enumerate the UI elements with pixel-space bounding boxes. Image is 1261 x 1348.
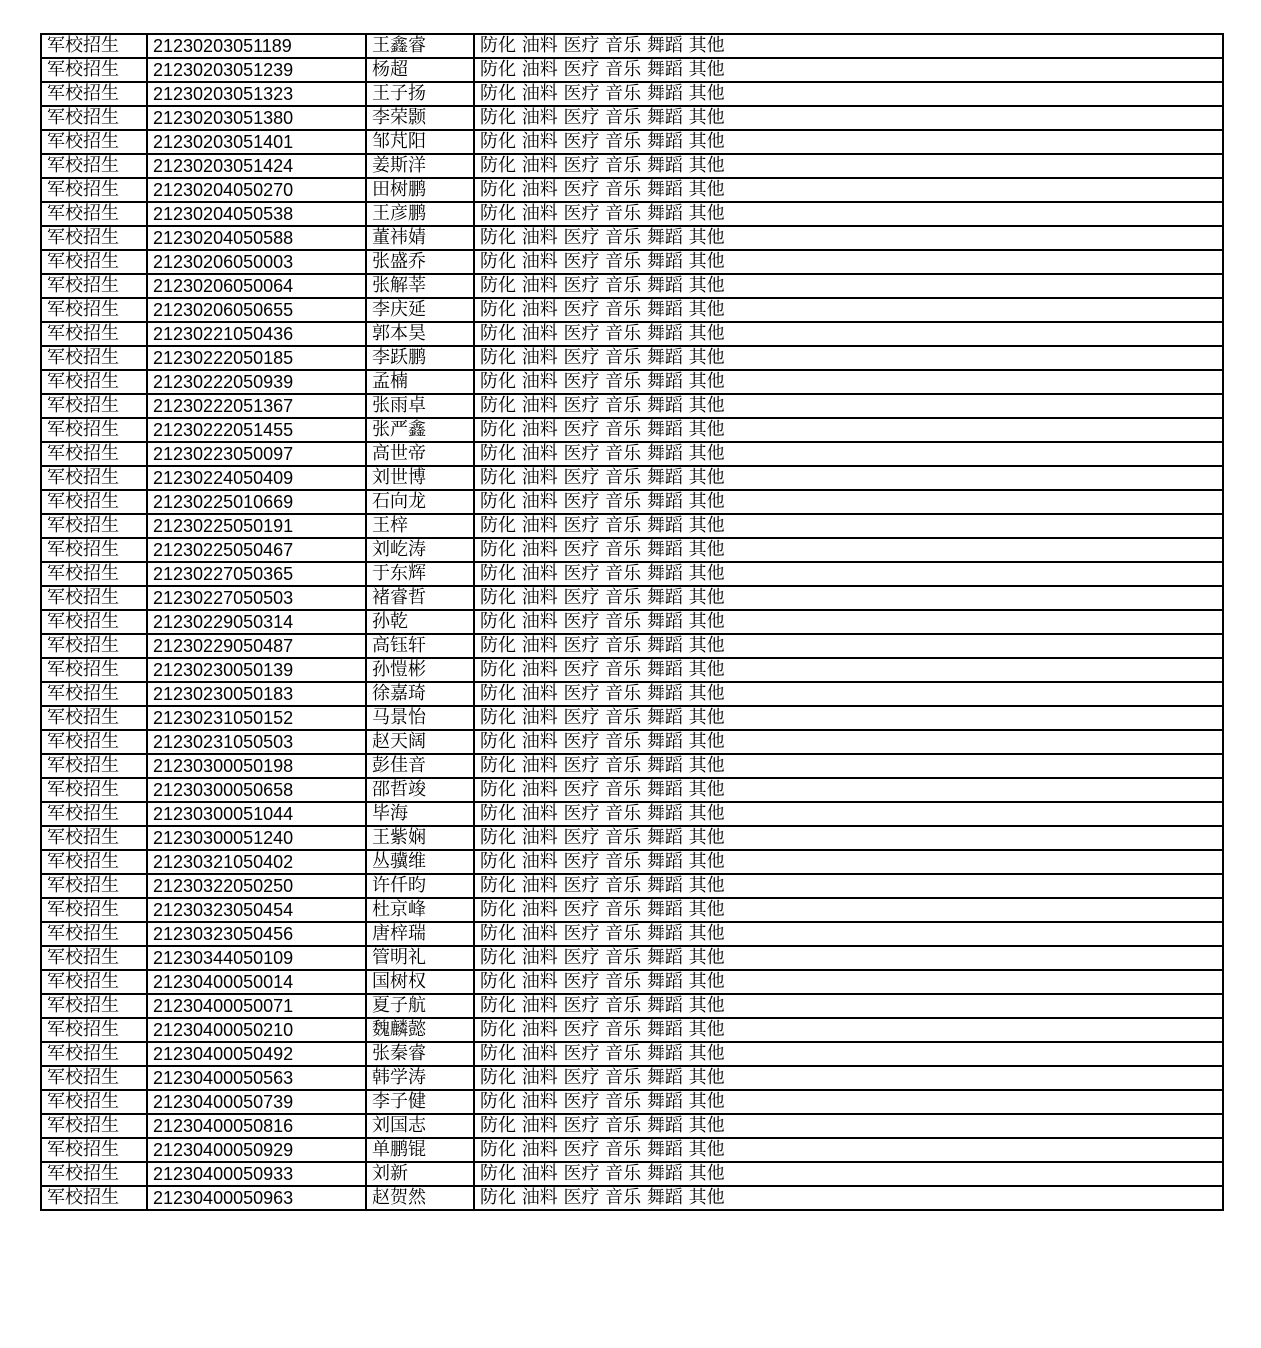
table-row [41, 946, 1223, 970]
id-cell: 21230400050739 [147, 1090, 366, 1114]
table-row [41, 250, 1223, 274]
table-row [41, 610, 1223, 634]
name-cell: 石向龙 [366, 490, 474, 514]
options-cell: 防化 油料 医疗 音乐 舞蹈 其他 [474, 178, 1223, 202]
name-cell: 王鑫睿 [366, 34, 474, 58]
table-row [41, 226, 1223, 250]
id-cell: 21230225050467 [147, 538, 366, 562]
name-cell: 王彦鹏 [366, 202, 474, 226]
table-row [41, 514, 1223, 538]
options-cell: 防化 油料 医疗 音乐 舞蹈 其他 [474, 106, 1223, 130]
category-cell: 军校招生 [41, 658, 147, 682]
category-cell: 军校招生 [41, 298, 147, 322]
options-cell: 防化 油料 医疗 音乐 舞蹈 其他 [474, 250, 1223, 274]
id-cell: 21230300050198 [147, 754, 366, 778]
category-cell: 军校招生 [41, 538, 147, 562]
category-cell: 军校招生 [41, 970, 147, 994]
id-cell: 21230344050109 [147, 946, 366, 970]
options-cell: 防化 油料 医疗 音乐 舞蹈 其他 [474, 538, 1223, 562]
name-cell: 张解莘 [366, 274, 474, 298]
options-cell: 防化 油料 医疗 音乐 舞蹈 其他 [474, 298, 1223, 322]
table-row [41, 874, 1223, 898]
options-cell: 防化 油料 医疗 音乐 舞蹈 其他 [474, 1162, 1223, 1186]
name-cell: 王紫娴 [366, 826, 474, 850]
name-cell: 李跃鹏 [366, 346, 474, 370]
table-row [41, 370, 1223, 394]
category-cell: 军校招生 [41, 922, 147, 946]
name-cell: 姜斯洋 [366, 154, 474, 178]
options-cell: 防化 油料 医疗 音乐 舞蹈 其他 [474, 1042, 1223, 1066]
options-cell: 防化 油料 医疗 音乐 舞蹈 其他 [474, 274, 1223, 298]
id-cell: 21230400050492 [147, 1042, 366, 1066]
table-row [41, 1066, 1223, 1090]
options-cell: 防化 油料 医疗 音乐 舞蹈 其他 [474, 898, 1223, 922]
table-row [41, 298, 1223, 322]
category-cell: 军校招生 [41, 442, 147, 466]
id-cell: 21230203051239 [147, 58, 366, 82]
name-cell: 王梓 [366, 514, 474, 538]
category-cell: 军校招生 [41, 1090, 147, 1114]
id-cell: 21230400050014 [147, 970, 366, 994]
name-cell: 孟楠 [366, 370, 474, 394]
table-row [41, 922, 1223, 946]
options-cell: 防化 油料 医疗 音乐 舞蹈 其他 [474, 130, 1223, 154]
name-cell: 彭佳音 [366, 754, 474, 778]
id-cell: 21230204050588 [147, 226, 366, 250]
name-cell: 丛骥维 [366, 850, 474, 874]
category-cell: 军校招生 [41, 946, 147, 970]
name-cell: 董祎婧 [366, 226, 474, 250]
id-cell: 21230230050139 [147, 658, 366, 682]
id-cell: 21230204050270 [147, 178, 366, 202]
category-cell: 军校招生 [41, 826, 147, 850]
category-cell: 军校招生 [41, 898, 147, 922]
options-cell: 防化 油料 医疗 音乐 舞蹈 其他 [474, 970, 1223, 994]
name-cell: 刘新 [366, 1162, 474, 1186]
id-cell: 21230400050963 [147, 1186, 366, 1210]
table-row [41, 130, 1223, 154]
id-cell: 21230231050503 [147, 730, 366, 754]
name-cell: 李庆延 [366, 298, 474, 322]
options-cell: 防化 油料 医疗 音乐 舞蹈 其他 [474, 1066, 1223, 1090]
table-row [41, 778, 1223, 802]
table-row [41, 202, 1223, 226]
table-row [41, 970, 1223, 994]
name-cell: 杨超 [366, 58, 474, 82]
id-cell: 21230223050097 [147, 442, 366, 466]
id-cell: 21230400050816 [147, 1114, 366, 1138]
category-cell: 军校招生 [41, 202, 147, 226]
name-cell: 刘世博 [366, 466, 474, 490]
category-cell: 军校招生 [41, 778, 147, 802]
name-cell: 韩学涛 [366, 1066, 474, 1090]
id-cell: 21230203051401 [147, 130, 366, 154]
id-cell: 21230222050185 [147, 346, 366, 370]
id-cell: 21230400050929 [147, 1138, 366, 1162]
id-cell: 21230229050314 [147, 610, 366, 634]
options-cell: 防化 油料 医疗 音乐 舞蹈 其他 [474, 346, 1223, 370]
category-cell: 军校招生 [41, 370, 147, 394]
name-cell: 褚睿哲 [366, 586, 474, 610]
table-row [41, 850, 1223, 874]
name-cell: 刘屹涛 [366, 538, 474, 562]
table-row [41, 826, 1223, 850]
options-cell: 防化 油料 医疗 音乐 舞蹈 其他 [474, 778, 1223, 802]
table-row [41, 106, 1223, 130]
id-cell: 21230203051380 [147, 106, 366, 130]
options-cell: 防化 油料 医疗 音乐 舞蹈 其他 [474, 610, 1223, 634]
id-cell: 21230203051424 [147, 154, 366, 178]
name-cell: 张秦睿 [366, 1042, 474, 1066]
id-cell: 21230300051044 [147, 802, 366, 826]
options-cell: 防化 油料 医疗 音乐 舞蹈 其他 [474, 658, 1223, 682]
options-cell: 防化 油料 医疗 音乐 舞蹈 其他 [474, 682, 1223, 706]
category-cell: 军校招生 [41, 994, 147, 1018]
name-cell: 赵贺然 [366, 1186, 474, 1210]
table-row [41, 730, 1223, 754]
name-cell: 刘国志 [366, 1114, 474, 1138]
id-cell: 21230206050655 [147, 298, 366, 322]
category-cell: 军校招生 [41, 562, 147, 586]
name-cell: 郭本昊 [366, 322, 474, 346]
table-row [41, 682, 1223, 706]
options-cell: 防化 油料 医疗 音乐 舞蹈 其他 [474, 202, 1223, 226]
name-cell: 邵哲竣 [366, 778, 474, 802]
options-cell: 防化 油料 医疗 音乐 舞蹈 其他 [474, 730, 1223, 754]
options-cell: 防化 油料 医疗 音乐 舞蹈 其他 [474, 706, 1223, 730]
category-cell: 军校招生 [41, 418, 147, 442]
id-cell: 21230221050436 [147, 322, 366, 346]
category-cell: 军校招生 [41, 346, 147, 370]
options-cell: 防化 油料 医疗 音乐 舞蹈 其他 [474, 946, 1223, 970]
options-cell: 防化 油料 医疗 音乐 舞蹈 其他 [474, 1114, 1223, 1138]
table-row [41, 466, 1223, 490]
table-row [41, 562, 1223, 586]
table-row [41, 586, 1223, 610]
id-cell: 21230323050454 [147, 898, 366, 922]
category-cell: 军校招生 [41, 874, 147, 898]
category-cell: 军校招生 [41, 514, 147, 538]
options-cell: 防化 油料 医疗 音乐 舞蹈 其他 [474, 850, 1223, 874]
table-row [41, 394, 1223, 418]
options-cell: 防化 油料 医疗 音乐 舞蹈 其他 [474, 994, 1223, 1018]
category-cell: 军校招生 [41, 58, 147, 82]
category-cell: 军校招生 [41, 466, 147, 490]
name-cell: 唐梓瑞 [366, 922, 474, 946]
options-cell: 防化 油料 医疗 音乐 舞蹈 其他 [474, 226, 1223, 250]
name-cell: 张盛乔 [366, 250, 474, 274]
options-cell: 防化 油料 医疗 音乐 舞蹈 其他 [474, 874, 1223, 898]
category-cell: 军校招生 [41, 82, 147, 106]
category-cell: 军校招生 [41, 586, 147, 610]
category-cell: 军校招生 [41, 1018, 147, 1042]
id-cell: 21230400050563 [147, 1066, 366, 1090]
category-cell: 军校招生 [41, 730, 147, 754]
category-cell: 军校招生 [41, 1186, 147, 1210]
options-cell: 防化 油料 医疗 音乐 舞蹈 其他 [474, 466, 1223, 490]
options-cell: 防化 油料 医疗 音乐 舞蹈 其他 [474, 322, 1223, 346]
table-row [41, 994, 1223, 1018]
options-cell: 防化 油料 医疗 音乐 舞蹈 其他 [474, 922, 1223, 946]
id-cell: 21230203051323 [147, 82, 366, 106]
roster-table [40, 33, 1224, 1211]
options-cell: 防化 油料 医疗 音乐 舞蹈 其他 [474, 394, 1223, 418]
name-cell: 赵天阔 [366, 730, 474, 754]
category-cell: 军校招生 [41, 1042, 147, 1066]
table-row [41, 706, 1223, 730]
name-cell: 邹芃阳 [366, 130, 474, 154]
name-cell: 杜京峰 [366, 898, 474, 922]
table-row [41, 1042, 1223, 1066]
table-row [41, 1186, 1223, 1210]
id-cell: 21230206050003 [147, 250, 366, 274]
options-cell: 防化 油料 医疗 音乐 舞蹈 其他 [474, 490, 1223, 514]
table-row [41, 154, 1223, 178]
table-row [41, 442, 1223, 466]
category-cell: 军校招生 [41, 682, 147, 706]
category-cell: 军校招生 [41, 1066, 147, 1090]
category-cell: 军校招生 [41, 250, 147, 274]
category-cell: 军校招生 [41, 322, 147, 346]
id-cell: 21230231050152 [147, 706, 366, 730]
table-row [41, 1138, 1223, 1162]
category-cell: 军校招生 [41, 1138, 147, 1162]
id-cell: 21230400050071 [147, 994, 366, 1018]
name-cell: 孙愷彬 [366, 658, 474, 682]
options-cell: 防化 油料 医疗 音乐 舞蹈 其他 [474, 826, 1223, 850]
name-cell: 夏子航 [366, 994, 474, 1018]
name-cell: 许仟昀 [366, 874, 474, 898]
options-cell: 防化 油料 医疗 音乐 舞蹈 其他 [474, 418, 1223, 442]
id-cell: 21230321050402 [147, 850, 366, 874]
name-cell: 王子扬 [366, 82, 474, 106]
options-cell: 防化 油料 医疗 音乐 舞蹈 其他 [474, 802, 1223, 826]
id-cell: 21230206050064 [147, 274, 366, 298]
id-cell: 21230227050365 [147, 562, 366, 586]
options-cell: 防化 油料 医疗 音乐 舞蹈 其他 [474, 154, 1223, 178]
table-row [41, 1090, 1223, 1114]
category-cell: 军校招生 [41, 1162, 147, 1186]
category-cell: 军校招生 [41, 154, 147, 178]
options-cell: 防化 油料 医疗 音乐 舞蹈 其他 [474, 34, 1223, 58]
table-row [41, 802, 1223, 826]
category-cell: 军校招生 [41, 706, 147, 730]
name-cell: 张严鑫 [366, 418, 474, 442]
id-cell: 21230229050487 [147, 634, 366, 658]
roster-body [41, 34, 1223, 1210]
id-cell: 21230323050456 [147, 922, 366, 946]
table-row [41, 82, 1223, 106]
table-row [41, 178, 1223, 202]
name-cell: 田树鹏 [366, 178, 474, 202]
id-cell: 21230222050939 [147, 370, 366, 394]
options-cell: 防化 油料 医疗 音乐 舞蹈 其他 [474, 1186, 1223, 1210]
options-cell: 防化 油料 医疗 音乐 舞蹈 其他 [474, 586, 1223, 610]
category-cell: 军校招生 [41, 490, 147, 514]
table-row [41, 490, 1223, 514]
table-row [41, 538, 1223, 562]
category-cell: 军校招生 [41, 754, 147, 778]
id-cell: 21230224050409 [147, 466, 366, 490]
options-cell: 防化 油料 医疗 音乐 舞蹈 其他 [474, 58, 1223, 82]
category-cell: 军校招生 [41, 274, 147, 298]
table-row [41, 418, 1223, 442]
name-cell: 马景怡 [366, 706, 474, 730]
table-row [41, 1114, 1223, 1138]
name-cell: 单鹏锟 [366, 1138, 474, 1162]
options-cell: 防化 油料 医疗 音乐 舞蹈 其他 [474, 1138, 1223, 1162]
id-cell: 21230225010669 [147, 490, 366, 514]
category-cell: 军校招生 [41, 394, 147, 418]
id-cell: 21230400050210 [147, 1018, 366, 1042]
id-cell: 21230230050183 [147, 682, 366, 706]
category-cell: 军校招生 [41, 178, 147, 202]
id-cell: 21230227050503 [147, 586, 366, 610]
name-cell: 高世帝 [366, 442, 474, 466]
category-cell: 军校招生 [41, 634, 147, 658]
options-cell: 防化 油料 医疗 音乐 舞蹈 其他 [474, 754, 1223, 778]
id-cell: 21230203051189 [147, 34, 366, 58]
table-row [41, 58, 1223, 82]
table-row [41, 274, 1223, 298]
table-row [41, 634, 1223, 658]
table-row [41, 898, 1223, 922]
name-cell: 张雨卓 [366, 394, 474, 418]
options-cell: 防化 油料 医疗 音乐 舞蹈 其他 [474, 82, 1223, 106]
category-cell: 军校招生 [41, 850, 147, 874]
name-cell: 毕海 [366, 802, 474, 826]
table-row [41, 346, 1223, 370]
options-cell: 防化 油料 医疗 音乐 舞蹈 其他 [474, 562, 1223, 586]
category-cell: 军校招生 [41, 106, 147, 130]
name-cell: 魏麟懿 [366, 1018, 474, 1042]
table-row [41, 1018, 1223, 1042]
table-row [41, 754, 1223, 778]
category-cell: 军校招生 [41, 130, 147, 154]
options-cell: 防化 油料 医疗 音乐 舞蹈 其他 [474, 370, 1223, 394]
name-cell: 管明礼 [366, 946, 474, 970]
name-cell: 孙乾 [366, 610, 474, 634]
id-cell: 21230300051240 [147, 826, 366, 850]
name-cell: 徐嘉琦 [366, 682, 474, 706]
category-cell: 军校招生 [41, 802, 147, 826]
category-cell: 军校招生 [41, 610, 147, 634]
table-row [41, 34, 1223, 58]
table-row [41, 658, 1223, 682]
table-row [41, 322, 1223, 346]
options-cell: 防化 油料 医疗 音乐 舞蹈 其他 [474, 514, 1223, 538]
name-cell: 高钰轩 [366, 634, 474, 658]
table-row [41, 1162, 1223, 1186]
category-cell: 军校招生 [41, 1114, 147, 1138]
options-cell: 防化 油料 医疗 音乐 舞蹈 其他 [474, 1018, 1223, 1042]
category-cell: 军校招生 [41, 34, 147, 58]
id-cell: 21230322050250 [147, 874, 366, 898]
options-cell: 防化 油料 医疗 音乐 舞蹈 其他 [474, 442, 1223, 466]
id-cell: 21230400050933 [147, 1162, 366, 1186]
name-cell: 李子健 [366, 1090, 474, 1114]
name-cell: 国树权 [366, 970, 474, 994]
name-cell: 李荣颢 [366, 106, 474, 130]
category-cell: 军校招生 [41, 226, 147, 250]
id-cell: 21230300050658 [147, 778, 366, 802]
name-cell: 于东辉 [366, 562, 474, 586]
options-cell: 防化 油料 医疗 音乐 舞蹈 其他 [474, 1090, 1223, 1114]
options-cell: 防化 油料 医疗 音乐 舞蹈 其他 [474, 634, 1223, 658]
id-cell: 21230222051367 [147, 394, 366, 418]
id-cell: 21230225050191 [147, 514, 366, 538]
id-cell: 21230204050538 [147, 202, 366, 226]
id-cell: 21230222051455 [147, 418, 366, 442]
